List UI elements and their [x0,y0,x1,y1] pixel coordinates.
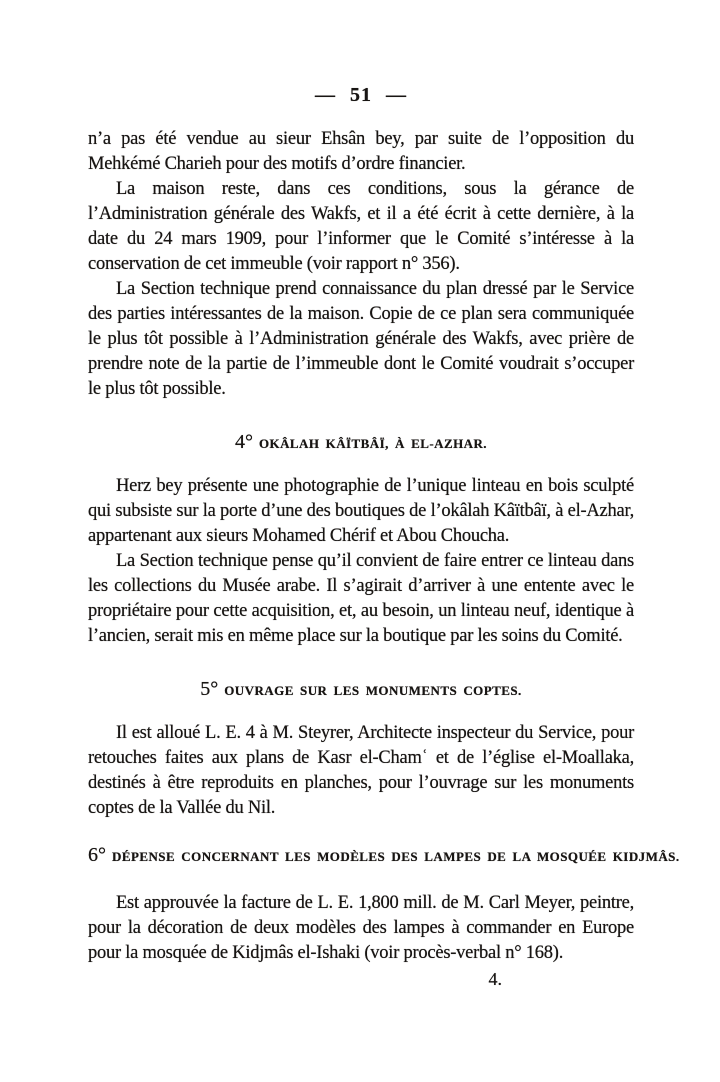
page-number: — 51 — [315,84,407,106]
section-heading-5-ouvrage [88,675,634,702]
section-6-number: 6° [88,844,106,866]
paragraph-maison-gerance: La maison reste, dans ces conditions, sous la gérance de l’Administration générale des Wakfs, et il a été écrit à cette dernière, à la date du 24 mars 1909, pour l’informer que le Comité s’intéresse à la conservation de cet immeuble (voir rapport n° 356). [88,179,634,274]
section-heading-6-lampes [88,841,680,868]
section-5-number: 5° [200,678,219,700]
paragraph-section-linteau: La Section technique pense qu’il convient de faire entrer ce linteau dans les collections du Musée arabe. Il s’agirait d’arriver à une entente avec le propriétaire pour cette acquisition, et, au besoin, un linteau neuf, identique à l’ancien, serait mis en même place sur la boutique par les soins du Comité. [88,551,634,646]
section-4-number: 4° [234,431,253,453]
section-4-title: OKÂLAH KÂÏTBÂÏ, À EL-AZHAR. [258,436,488,451]
paragraph-section-plan: La Section technique prend connaissance du plan dressé par le Service des parties intéressantes de la maison. Copie de ce plan sera communiquée le plus tôt possible à l’Administration générale des Wakfs, avec prière de prendre note de la partie de l’immeuble dont le Comité voudrait s’occuper le plus tôt possible. [88,279,634,399]
sheet-signature-number: 4. [488,969,502,989]
paragraph-meyer-facture: Est approuvée la facture de L. E. 1,800 mill. de M. Carl Meyer, peintre, pour la décoration de deux modèles des lampes à commander en Europe pour la mosquée de Kidjmâs el-Ishaki (voir procès-verbal n° 168). [88,893,634,963]
paragraph-steyrer-allocation: Il est alloué L. E. 4 à M. Steyrer, Architecte inspecteur du Service, pour retouches faites aux plans de Kasr el-Chamʿ et de l’église el-Moallaka, destinés à être reproduits en planches, pour l’ouvrage sur les monuments coptes de la Vallée du Nil. [88,723,634,818]
section-heading-4-okalah [88,428,634,455]
section-6-title: DÉPENSE CONCERNANT LES MODÈLES DES LAMPES DE LA MOSQUÉE KIDJMÂS. [112,849,680,864]
paragraph-continuation: n’a pas été vendue au sieur Ehsân bey, par suite de l’opposition du Mehkémé Charieh pour des motifs d’ordre financier. [88,129,634,174]
paragraph-herz-linteau: Herz bey présente une photographie de l’unique linteau en bois sculpté qui subsiste sur la porte d’une des boutiques de l’okâlah Kâïtbâï, à el-Azhar, appartenant aux sieurs Mohamed Chérif et Abou Choucha. [88,476,634,546]
section-5-title: OUVRAGE SUR LES MONUMENTS COPTES. [224,683,522,698]
